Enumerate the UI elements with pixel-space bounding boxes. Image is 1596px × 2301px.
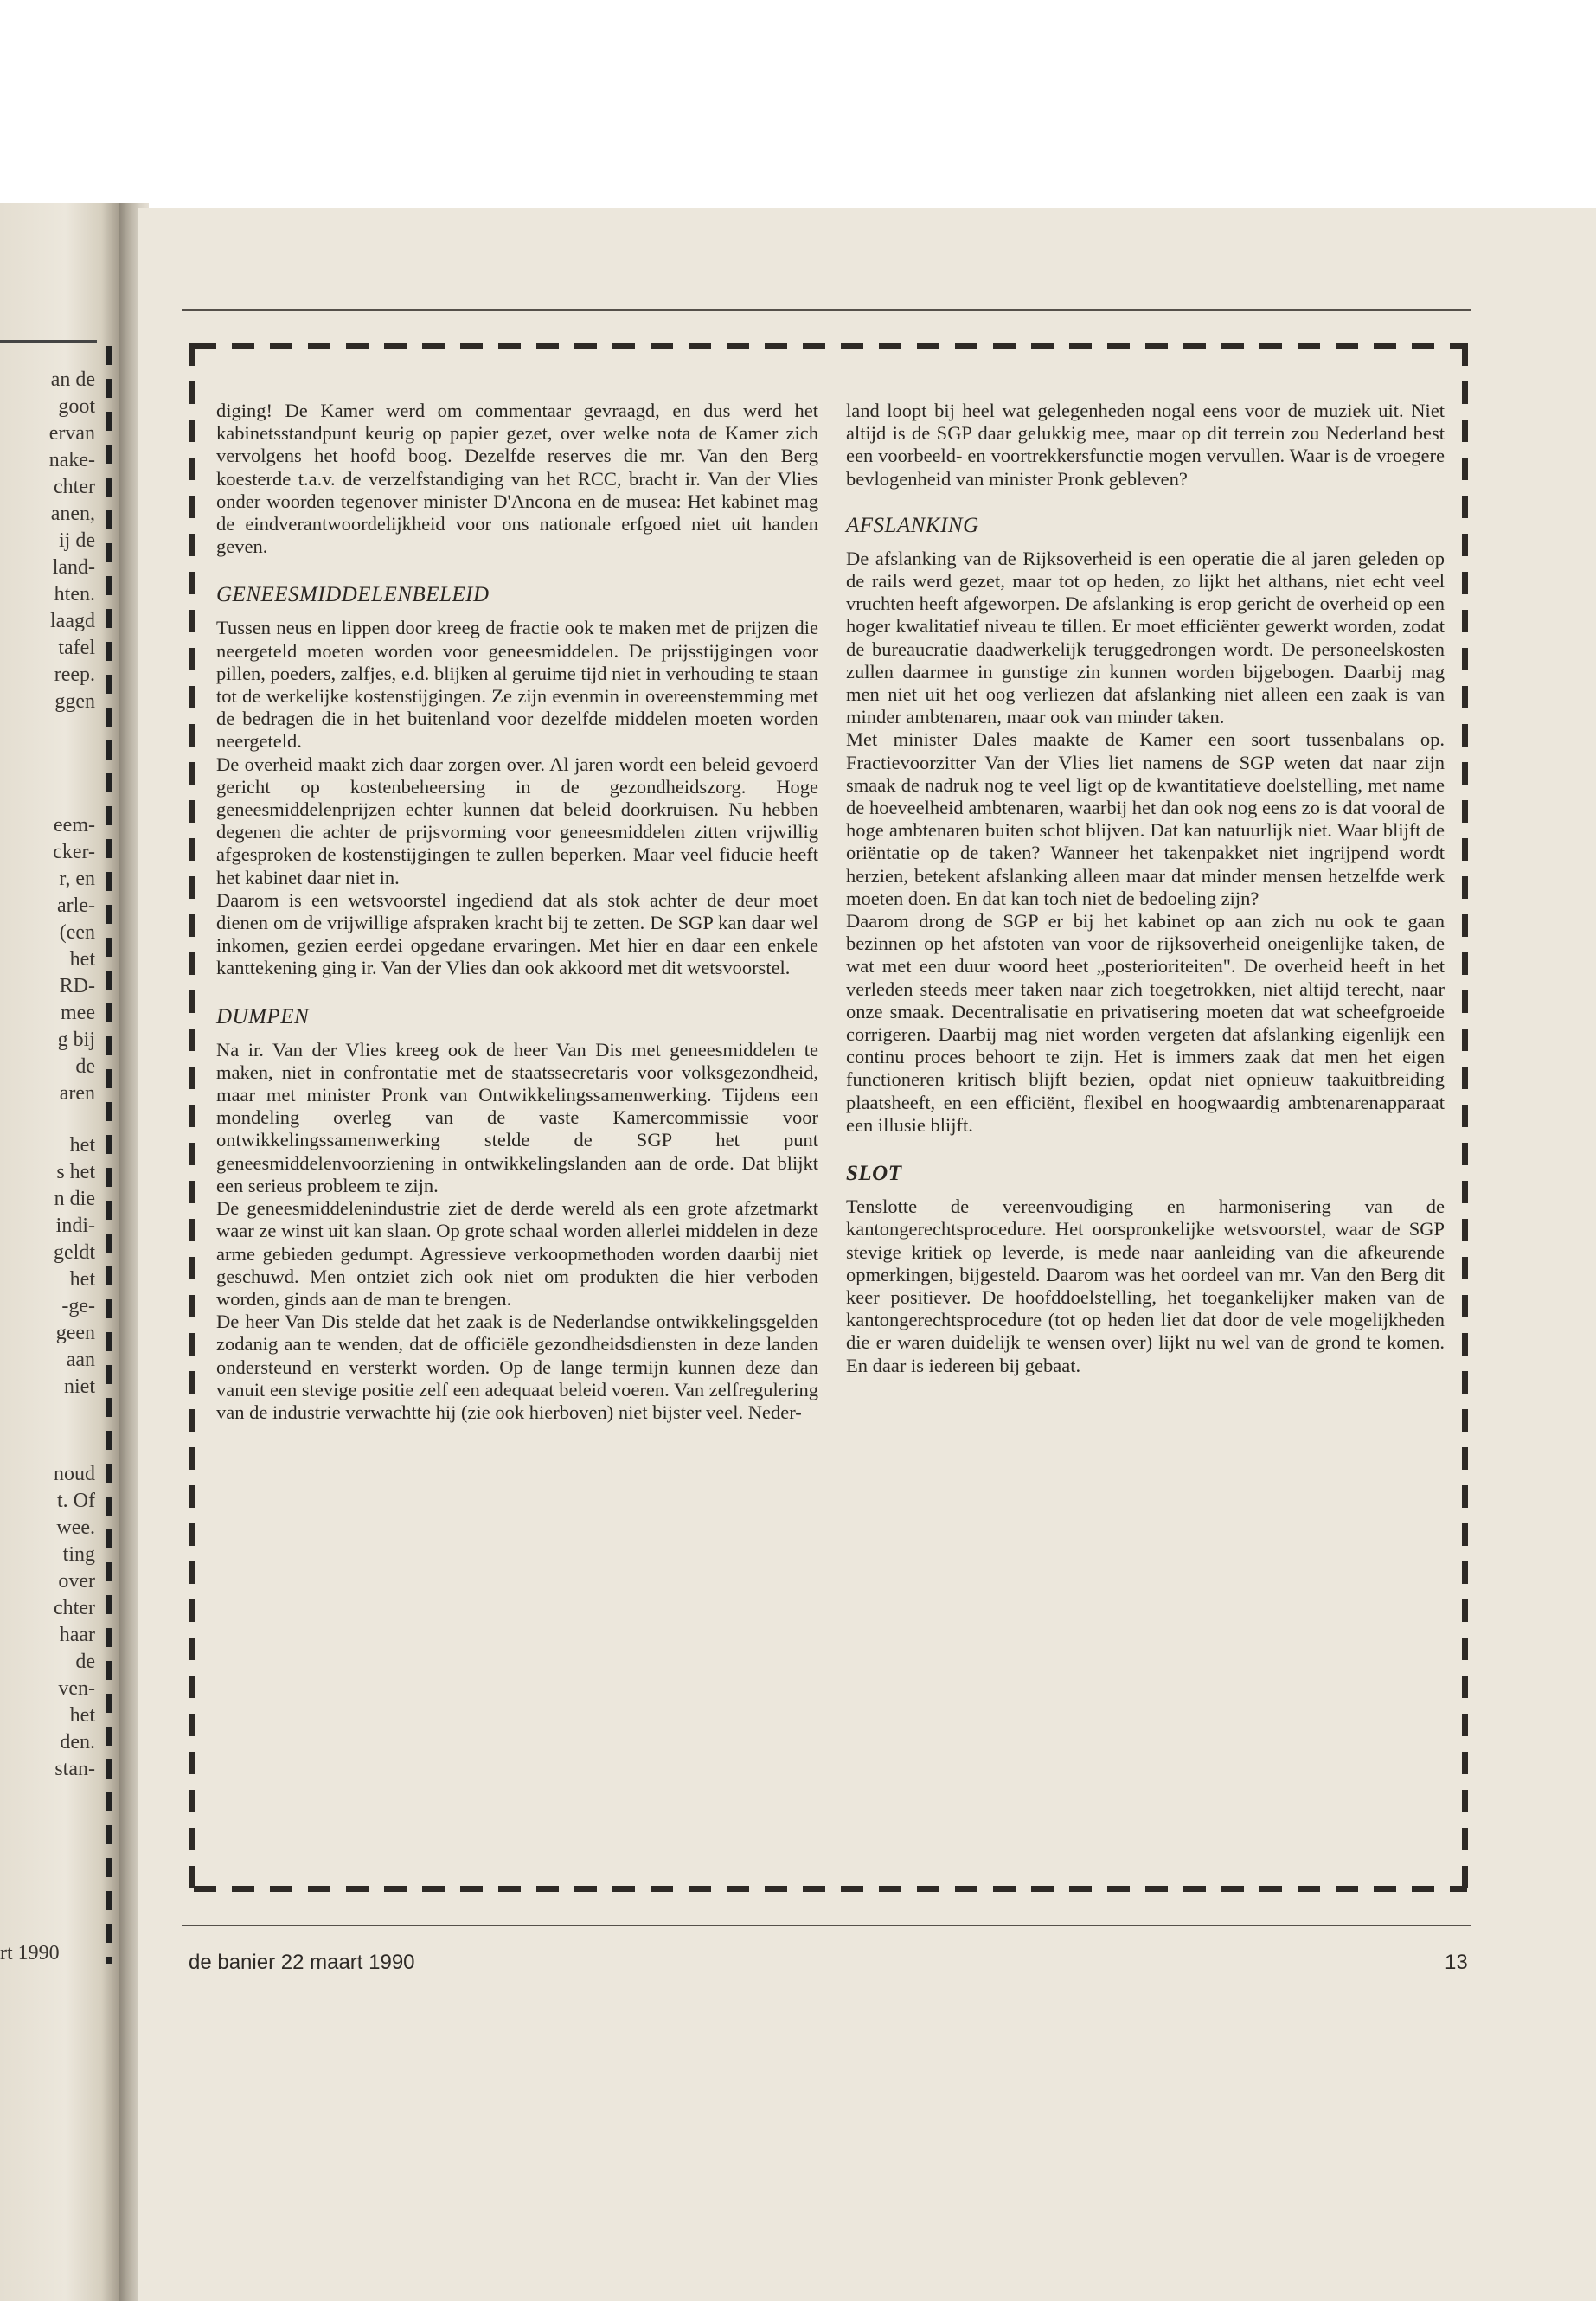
adjacent-page-fragment: goot — [58, 395, 95, 418]
adjacent-page-fragment: het — [69, 1704, 95, 1727]
adjacent-page-fragment: geldt — [54, 1241, 95, 1264]
paragraph: diging! De Kamer werd om commentaar gevraagd, en dus werd het kabinetsstandpunt keurig op papier gezet, over welke nota de Kamer zich vervolgens het hoofd boog. Dezelfde reserves die mr. Van den Berg koesterde t.a.v. de verzelfstandiging van het RCC, bracht ir. Van der Vlies onder woorden tegenover minister D'Ancona en de musea: Het kabinet mag de eindverantwoordelijkheid voor ons nationale erfgoed niet uit handen geven. — [216, 400, 818, 558]
adjacent-page-fragment: laagd — [50, 610, 95, 632]
adjacent-page-fragment: ting — [62, 1543, 95, 1566]
adjacent-page-fragment: g bij — [57, 1029, 95, 1051]
paragraph: Daarom is een wetsvoorstel ingediend dat als stok achter de deur moet dienen om de vrijwillige afspraken kracht bij te zetten. De SGP kan daar wel inkomen, gezien eerdei opgedane ervaringen. Met hier en daar een enkele kanttekening ging ir. Van der Vlies dan ook akkoord met dit wetsvoorstel. — [216, 888, 818, 979]
paragraph: De geneesmiddelenindustrie ziet de derde wereld als een grote afzetmarkt waar ze winst uit kan slaan. Op grote schaal worden allerlei middelen in deze arme gebieden gedumpt. Agressieve verkoopmethoden worden daarbij niet geschuwd. Men ontziet zich ook niet om produkten die hier verboden worden, ginds aan de man te brengen. — [216, 1197, 818, 1310]
adjacent-page-fragment: niet — [64, 1375, 95, 1398]
adjacent-page-fragment: het — [69, 1134, 95, 1157]
adjacent-page-fragment: hten. — [54, 583, 95, 606]
adjacent-page-fragment: ij de — [59, 529, 95, 552]
article-column-right — [846, 400, 1445, 1377]
adjacent-page-fragment: het — [69, 1268, 95, 1291]
dashed-frame-top — [194, 343, 1467, 349]
adjacent-page-fragment: indi- — [55, 1215, 95, 1237]
adjacent-page-fragment: RD- — [59, 975, 95, 997]
paragraph: Na ir. Van der Vlies kreeg ook de heer Van Dis met geneesmiddelen te maken, niet in confrontatie met de staatssecretaris voor volksgezondheid, maar met minister Pronk van Ontwikkelingssamenwerking. Tijdens een mondeling overleg van de vaste Kamercommissie voor ontwikkelingssamenwerking stelde de SGP het punt geneesmiddelenvoorziening in ontwikkelingslanden aan de orde. Dat blijkt een serieus probleem te zijn. — [216, 1038, 818, 1196]
adjacent-page-fragment: reep. — [54, 663, 95, 686]
adjacent-page-dashed-border — [106, 346, 112, 1964]
adjacent-page-fragment: chter — [54, 476, 95, 498]
section-heading-dumpen: DUMPEN — [216, 1004, 310, 1029]
article-column-left — [216, 400, 818, 1424]
section-heading-afslanking: AFSLANKING — [846, 513, 979, 537]
paragraph: De afslanking van de Rijksoverheid is een operatie die al jaren geleden op de rails werd gezet, maar tot op heden, zo lijkt het althans, niet echt veel vruchten heeft afgeworpen. De afslanking is erop gericht de overheid op een hoger kwalitatief niveau te tillen. Er moet efficiënter gewerkt worden, zodat de bureaucratie daadwerkelijk teruggedrongen wordt. De personeelskosten zullen daarmee in gunstige zin kunnen worden bijgebogen. Daarbij mag men niet uit het oog verliezen dat afslanking niet alleen een zaak is van minder ambtenaren, maar ook van minder taken. — [846, 547, 1445, 728]
paragraph: Met minister Dales maakte de Kamer een soort tussenbalans op. Fractievoorzitter Van der Vlies liet namens de SGP weten dat naar zijn smaak de nadruk nog te veel ligt op de kwantitatieve doelstelling, met name de hoeveelheid ambtenaren, waarbij het dan ook nog eens zo is dat vooral de hoge ambtenaren buiten schot blijven. Dat kan natuurlijk niet. Waar blijft de oriëntatie op de taken? Wanneer het takenpakket niet ingrijpend wordt herzien, betekent afslanking alleen maar dat minder mensen hetzelfde werk moeten doen. En dat kan toch niet de bedoeling zijn? — [846, 728, 1445, 909]
adjacent-page-fragment: den. — [60, 1731, 95, 1753]
adjacent-page-fragment: over — [58, 1570, 95, 1593]
dashed-frame-right — [1462, 343, 1468, 1892]
adjacent-page-fragment: aan — [66, 1349, 95, 1371]
adjacent-page-fragment: de — [75, 1650, 95, 1673]
adjacent-page-fragment: land- — [52, 556, 95, 579]
adjacent-page-rule — [0, 340, 97, 343]
adjacent-page-fragment: tafel — [58, 637, 95, 659]
adjacent-page-fragment: de — [75, 1055, 95, 1078]
adjacent-page-fragment: s het — [56, 1161, 95, 1183]
adjacent-page-fragment: (een — [59, 921, 95, 944]
adjacent-page-fragment: aren — [59, 1082, 95, 1105]
section-heading-slot: SLOT — [846, 1162, 902, 1186]
top-rule — [182, 309, 1471, 311]
adjacent-page-fragment: stan- — [54, 1758, 95, 1780]
adjacent-page-fragment: arle- — [57, 894, 95, 917]
adjacent-page-fragment: cker- — [53, 841, 95, 863]
dashed-frame-left — [189, 343, 195, 1892]
adjacent-page-fragment: eem- — [54, 814, 95, 836]
adjacent-page-fragment: ggen — [54, 690, 95, 713]
bottom-rule — [182, 1925, 1471, 1926]
paragraph: De overheid maakt zich daar zorgen over. Al jaren wordt een beleid gevoerd gericht op kostenbeheersing in de gezondheidszorg. Hoge geneesmiddelenprijzen echter kunnen dat beleid doorkruisen. Nu hebben degenen die achter de prijsvorming voor geneesmiddelen zitten vrijwillig afgesproken de kostenstijgingen te zullen beperken. Maar veel fiducie heeft het kabinet daar niet in. — [216, 753, 818, 888]
adjacent-page-fragment: wee. — [56, 1516, 95, 1539]
adjacent-page-fragment: nake- — [48, 449, 95, 471]
adjacent-page-fragment: het — [69, 948, 95, 971]
paragraph: Daarom drong de SGP er bij het kabinet op aan zich nu ook te gaan bezinnen op het afstoten van voor de rijksoverheid oneigenlijke taken, de wat met een duur woord heet „posterioriteiten". De overheid heeft in het verleden steeds meer taken naar zich toegetrokken, niet altijd terecht, naar onze smaak. Decentralisatie en privatisering moeten dat wat scheefgroeide corrigeren. Daarbij mag niet worden vergeten dat afslanking eigenlijk een continu proces behoort te zijn. Het is immers zaak dat men het eigen functioneren kritisch blijft bezien, opdat niet opnieuw taakuitbreiding plaatsheeft, en een efficiënt, flexibel en hoogwaardig ambtenarenapparaat een illusie blijft. — [846, 910, 1445, 1136]
adjacent-page-fragment: anen, — [50, 503, 95, 525]
adjacent-page-fragment: mee — [61, 1002, 95, 1024]
adjacent-page-fragment: chter — [54, 1597, 95, 1619]
adjacent-page-fragment: ervan — [48, 422, 95, 445]
adjacent-page-fragment: haar — [59, 1624, 95, 1646]
adjacent-page-fragment: t. Of — [57, 1490, 95, 1512]
adjacent-page-fragment: noud — [54, 1463, 95, 1485]
page-number: 13 — [1445, 1951, 1468, 1974]
adjacent-page-date: rt 1990 — [0, 1942, 60, 1965]
footer-publication: de banier 22 maart 1990 — [189, 1951, 415, 1974]
adjacent-page-fragment: n die — [54, 1188, 95, 1210]
adjacent-page-fragment: ven- — [58, 1677, 95, 1700]
dashed-frame-bottom — [194, 1886, 1467, 1892]
section-heading-geneesmiddelenbeleid: GENEESMIDDELENBELEID — [216, 583, 490, 607]
adjacent-page — [0, 203, 119, 2301]
paragraph: De heer Van Dis stelde dat het zaak is de Nederlandse ontwikkelingsgelden zodanig aan te wenden, dat de officiële gezondheidsdiensten in deze landen ondersteund en versterkt worden. Op de lange termijn kunnen deze dan vanuit een stevige positie zelf een adequaat beleid voeren. Van zelfregulering van de industrie verwachtte hij (zie ook hierboven) niet bijster veel. Neder- — [216, 1311, 818, 1423]
adjacent-page-fragment: an de — [50, 369, 95, 391]
paragraph: Tenslotte de vereenvoudiging en harmonisering van de kantongerechtsprocedure. Het oorspronkelijke wetsvoorstel, waar de SGP stevige kritiek op leverde, is mede naar aanleiding van die afkeurende opmerkingen, bijgesteld. Daarom was het oordeel van mr. Van den Berg dit keer positiever. De hoofddoelstelling, het toegankelijker maken van de kantongerechtsprocedure (tot op heden liet dat door de vele mogelijkheden die er waren duidelijk te wensen over) lijkt nu wel van de grond te komen. En daar is iedereen bij gebaat. — [846, 1195, 1445, 1376]
adjacent-page-fragment: geen — [55, 1322, 95, 1344]
adjacent-page-fragment: -ge- — [61, 1295, 95, 1317]
paragraph: Tussen neus en lippen door kreeg de fractie ook te maken met de prijzen die neergeteld moeten worden voor geneesmiddelen. De prijsstijgingen voor pillen, poeders, zalfjes, e.d. blijken al geruime tijd niet in verhouding te staan tot de werkelijke kostenstijgingen. Ze zijn evenmin in overeenstemming met de bedragen die in het buitenland voor dezelfde middelen moeten worden neergeteld. — [216, 617, 818, 753]
adjacent-page-fragment: r, en — [59, 868, 95, 890]
paragraph: land loopt bij heel wat gelegenheden nogal eens voor de muziek uit. Niet altijd is de SGP daar gelukkig mee, maar op dit terrein zou Nederland best een voorbeeld- en voortrekkersfunctie mogen vervullen. Waar is de vroegere bevlogenheid van minister Pronk gebleven? — [846, 400, 1445, 490]
